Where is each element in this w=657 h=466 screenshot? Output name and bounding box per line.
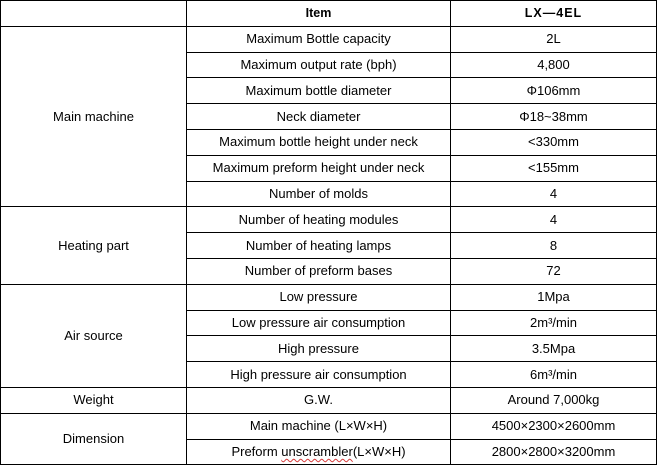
value-cell: Φ106mm <box>451 78 657 104</box>
table-row <box>1 413 657 439</box>
item-cell: Number of heating modules <box>187 207 451 233</box>
item-cell: Number of molds <box>187 181 451 207</box>
header-model-cell: LX—4EL <box>451 1 657 27</box>
item-cell: Maximum preform height under neck <box>187 155 451 181</box>
value-cell: 4500×2300×2600mm <box>451 413 657 439</box>
value-cell: <155mm <box>451 155 657 181</box>
category-dimension: Dimension <box>1 413 187 465</box>
table-row <box>1 26 657 52</box>
table-row <box>1 207 657 233</box>
item-cell <box>187 439 451 465</box>
item-cell: Number of preform bases <box>187 258 451 284</box>
item-cell: Low pressure air consumption <box>187 310 451 336</box>
item-cell: Low pressure <box>187 284 451 310</box>
header-category-cell <box>1 1 187 27</box>
value-cell: 2800×2800×3200mm <box>451 439 657 465</box>
item-cell: High pressure air consumption <box>187 362 451 388</box>
category-air-source: Air source <box>1 284 187 387</box>
value-cell: 2L <box>451 26 657 52</box>
item-text-suffix: (L×W×H) <box>352 443 406 459</box>
value-cell: Around 7,000kg <box>451 387 657 413</box>
category-main-machine: Main machine <box>1 26 187 207</box>
item-cell: Maximum Bottle capacity <box>187 26 451 52</box>
item-cell: Maximum bottle height under neck <box>187 129 451 155</box>
value-cell: 6m³/min <box>451 362 657 388</box>
item-cell: G.W. <box>187 387 451 413</box>
value-cell: 3.5Mpa <box>451 336 657 362</box>
table-row <box>1 387 657 413</box>
category-weight: Weight <box>1 387 187 413</box>
value-cell: 4 <box>451 207 657 233</box>
item-cell: Maximum bottle diameter <box>187 78 451 104</box>
item-cell: Number of heating lamps <box>187 233 451 259</box>
value-cell: 8 <box>451 233 657 259</box>
value-cell: 4,800 <box>451 52 657 78</box>
header-row <box>1 1 657 27</box>
value-cell: 1Mpa <box>451 284 657 310</box>
item-cell: Main machine (L×W×H) <box>187 413 451 439</box>
item-text-prefix: Preform <box>231 443 282 459</box>
category-heating-part: Heating part <box>1 207 187 284</box>
value-cell: 72 <box>451 258 657 284</box>
item-cell: Neck diameter <box>187 104 451 130</box>
value-cell: Φ18~38mm <box>451 104 657 130</box>
item-cell: High pressure <box>187 336 451 362</box>
item-cell: Maximum output rate (bph) <box>187 52 451 78</box>
value-cell: 4 <box>451 181 657 207</box>
spellcheck-word: unscrambler <box>281 443 353 459</box>
value-cell: <330mm <box>451 129 657 155</box>
table-row <box>1 284 657 310</box>
header-item-cell: Item <box>187 1 451 27</box>
value-cell: 2m³/min <box>451 310 657 336</box>
